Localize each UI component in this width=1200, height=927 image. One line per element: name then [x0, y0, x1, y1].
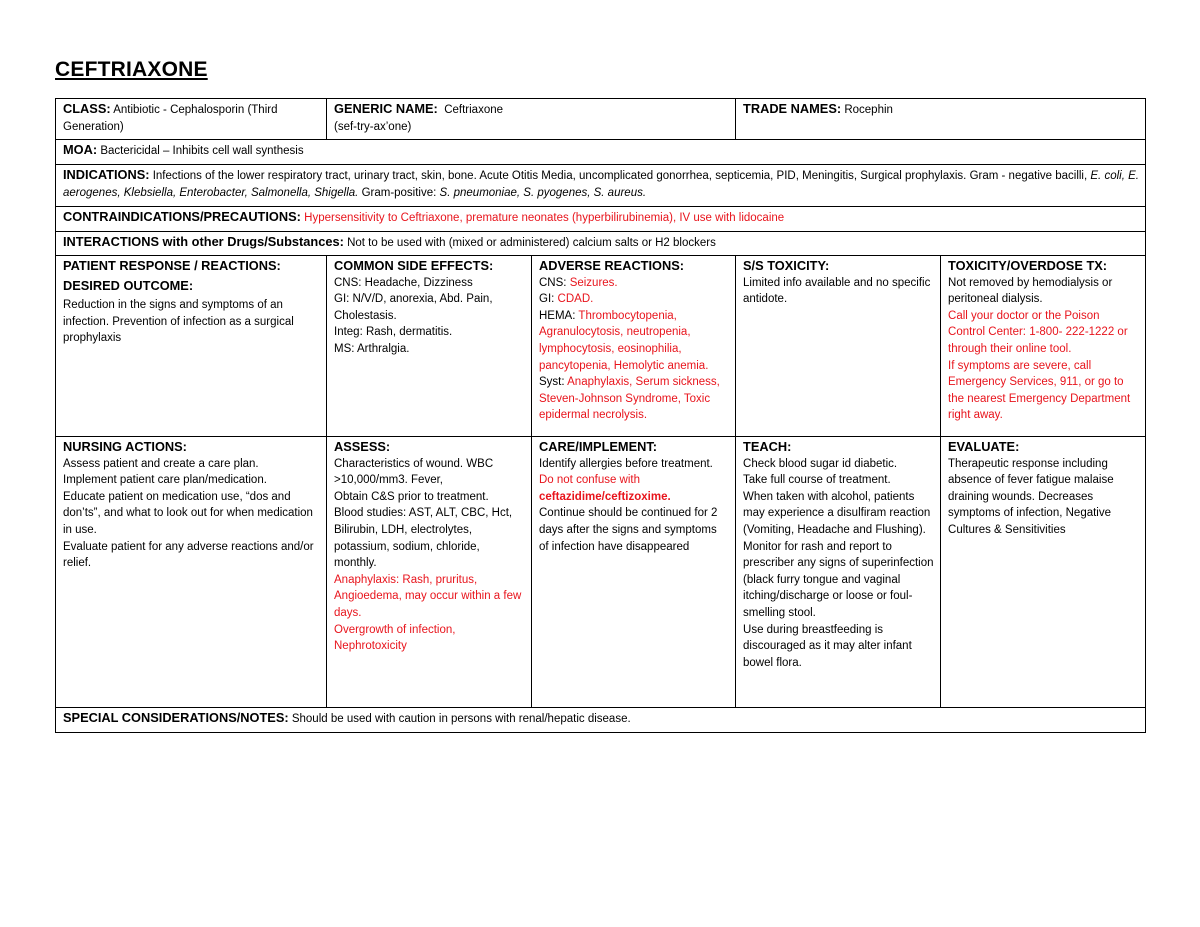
- generic-name-label: GENERIC NAME:: [334, 101, 438, 116]
- care-warning: Do not confuse with: [539, 474, 641, 487]
- trade-names-label: TRADE NAMES:: [743, 101, 842, 116]
- nursing-action-line: Assess patient and create a care plan.: [63, 457, 259, 470]
- evaluate-cell: [941, 437, 1146, 708]
- adverse-syst: [539, 374, 729, 424]
- desired-outcome-text: Reduction in the signs and symptoms of an infection. Prevention of infection as a surgical prophylaxis: [63, 299, 294, 345]
- contraindications-cell: [56, 207, 1146, 232]
- ss-toxicity-label: S/S TOXICITY:: [743, 258, 830, 273]
- special-considerations-value: Should be used with caution in persons with renal/hepatic disease.: [291, 713, 631, 725]
- teach-line: Check blood sugar id diabetic.: [743, 457, 898, 470]
- patient-response-label: PATIENT RESPONSE / REACTIONS:: [63, 258, 281, 273]
- gram-positive-organisms: S. pneumoniae, S. pyogenes, S. aureus.: [439, 186, 647, 199]
- class-label: CLASS:: [63, 101, 111, 116]
- special-row: [56, 708, 1146, 733]
- indications-row: [56, 165, 1146, 207]
- adverse-hema-value: Thrombocytopenia, Agranulocytosis, neutropenia, lymphocytosis, eosinophilia, pancytopenia, Hemolytic anemia.: [539, 309, 709, 372]
- contraindications-value: Hypersensitivity to Ceftriaxone, premature neonates (hyperbilirubinemia), IV use with lidocaine: [304, 212, 785, 224]
- adverse-syst-value: Anaphylaxis, Serum sickness, Steven-Johnson Syndrome, Toxic epidermal necrolysis.: [539, 376, 720, 422]
- side-effect-line: GI: N/V/D, anorexia, Abd. Pain, Cholestasis.: [334, 293, 493, 322]
- assess-cell: [327, 437, 532, 708]
- adverse-gi-value: CDAD.: [557, 293, 594, 306]
- class-value: Antibiotic - Cephalosporin (Third Generation): [63, 104, 278, 133]
- teach-line: Take full course of treatment.: [743, 474, 891, 487]
- adverse-gi-prefix: GI:: [539, 293, 555, 306]
- adverse-syst-prefix: Syst:: [539, 376, 565, 389]
- adverse-reactions-cell: [532, 256, 736, 437]
- reactions-row: [56, 256, 1146, 437]
- teach-label: TEACH:: [743, 439, 792, 454]
- nursing-actions-cell: [56, 437, 327, 708]
- moa-value: Bactericidal – Inhibits cell wall synthesis: [100, 145, 304, 157]
- moa-label: MOA:: [63, 142, 98, 157]
- adverse-hema: [539, 308, 729, 374]
- assess-overgrowth: Overgrowth of infection, Nephrotoxicity: [334, 623, 456, 653]
- ss-toxicity-cell: [736, 256, 941, 437]
- adverse-reactions-label: ADVERSE REACTIONS:: [539, 258, 685, 273]
- indications-text: Infections of the lower respiratory tract, urinary tract, skin, bone. Acute Otitis Media, uncomplicated gonorrhea, septicemia, PID, Meningitis, Surgical prophylaxis. Gram - negative bacilli,: [152, 170, 1088, 182]
- special-considerations-cell: [56, 708, 1146, 733]
- contraindications-row: [56, 207, 1146, 232]
- trade-names-value: Rocephin: [844, 104, 893, 116]
- adverse-hema-prefix: HEMA:: [539, 309, 576, 322]
- patient-response-cell: [56, 256, 327, 437]
- teach-cell: [736, 437, 941, 708]
- common-side-effects-label: COMMON SIDE EFFECTS:: [334, 258, 494, 273]
- nursing-row: [56, 437, 1146, 708]
- interactions-label: INTERACTIONS with other Drugs/Substances:: [63, 234, 344, 249]
- moa-row: [56, 140, 1146, 165]
- teach-line: Monitor for rash and report to prescriber any signs of superinfection (black furry tongue and vaginal itching/discharge or loose or foul-smelling stool.: [743, 540, 934, 619]
- care-implement-cell: [532, 437, 736, 708]
- evaluate-value: Therapeutic response including absence of fever fatigue malaise draining wounds. Decreases symptoms of infection, Negative Cultures & Sensitivities: [948, 457, 1114, 536]
- care-text-1: Identify allergies before treatment.: [539, 457, 713, 470]
- desired-outcome-label: DESIRED OUTCOME:: [63, 277, 194, 293]
- indications-label: INDICATIONS:: [63, 167, 150, 182]
- generic-name-cell: [327, 99, 736, 140]
- interactions-value: Not to be used with (mixed or administered) calcium salts or H2 blockers: [347, 237, 716, 249]
- pronunciation: (sef-try-ax’one): [334, 120, 412, 133]
- adverse-gi: [539, 291, 729, 308]
- assess-text-1: Characteristics of wound. WBC >10,000/mm3. Fever,: [334, 457, 494, 487]
- class-cell: [56, 99, 327, 140]
- teach-line: Use during breastfeeding is discouraged as it may alter infant bowel flora.: [743, 623, 912, 669]
- drug-card-table: [55, 98, 1146, 733]
- assess-anaphylaxis: Anaphylaxis: Rash, pruritus, Angioedema, may occur within a few days.: [334, 573, 522, 619]
- adverse-cns: [539, 275, 729, 292]
- special-considerations-label: SPECIAL CONSIDERATIONS/NOTES:: [63, 710, 289, 725]
- page-title: CEFTRIAXONE: [55, 58, 208, 81]
- nursing-actions-label: NURSING ACTIONS:: [63, 439, 187, 454]
- trade-names-cell: [736, 99, 1146, 140]
- care-implement-label: CARE/IMPLEMENT:: [539, 439, 658, 454]
- assess-text-3: Blood studies: AST, ALT, CBC, Hct, Bilirubin, LDH, electrolytes, potassium, sodium, chloride, monthly.: [334, 507, 513, 570]
- poison-control-text: Call your doctor or the Poison Control Center: 1-800- 222-1222 or through their online tool.: [948, 309, 1128, 355]
- gram-positive-label: Gram-positive:: [361, 186, 437, 199]
- nursing-action-line: Educate patient on medication use, “dos and don’ts”, and what to look out for when medication in use.: [63, 490, 313, 536]
- toxicity-tx-text: Not removed by hemodialysis or peritoneal dialysis.: [948, 276, 1113, 306]
- nursing-action-line: Evaluate patient for any adverse reactions and/or relief.: [63, 540, 314, 570]
- generic-name-value: Ceftriaxone: [444, 104, 504, 116]
- evaluate-label: EVALUATE:: [948, 439, 1020, 454]
- interactions-cell: [56, 232, 1146, 256]
- adverse-cns-prefix: CNS:: [539, 276, 567, 289]
- toxicity-tx-cell: [941, 256, 1146, 437]
- toxicity-tx-label: TOXICITY/OVERDOSE TX:: [948, 258, 1108, 273]
- teach-line: When taken with alcohol, patients may experience a disulfiram reaction (Vomiting, Headache and Flushing).: [743, 490, 931, 536]
- care-warning-drugs: ceftazidime/ceftizoxime.: [539, 490, 671, 503]
- interactions-row: [56, 232, 1146, 256]
- side-effect-line: MS: Arthralgia.: [334, 342, 410, 355]
- assess-text-2: Obtain C&S prior to treatment.: [334, 490, 489, 503]
- side-effect-line: Integ: Rash, dermatitis.: [334, 326, 453, 339]
- care-text-2: Continue should be continued for 2 days after the signs and symptoms of infection have disappeared: [539, 507, 718, 553]
- gram-negative-organisms: E. coli, E. aerogenes, Klebsiella, Enterobacter, Salmonella, Shigella.: [63, 170, 1139, 199]
- side-effect-line: CNS: Headache, Dizziness: [334, 276, 473, 289]
- ss-toxicity-value: Limited info available and no specific antidote.: [743, 276, 931, 306]
- emergency-text: If symptoms are severe, call Emergency Services, 911, or go to the nearest Emergency Department right away.: [948, 359, 1131, 422]
- common-side-effects-cell: [327, 256, 532, 437]
- adverse-cns-value: Seizures.: [569, 276, 618, 289]
- header-row: [56, 99, 1146, 140]
- assess-label: ASSESS:: [334, 439, 391, 454]
- moa-cell: [56, 140, 1146, 165]
- nursing-action-line: Implement patient care plan/medication.: [63, 474, 267, 487]
- contraindications-label: CONTRAINDICATIONS/PRECAUTIONS:: [63, 209, 301, 224]
- indications-cell: [56, 165, 1146, 207]
